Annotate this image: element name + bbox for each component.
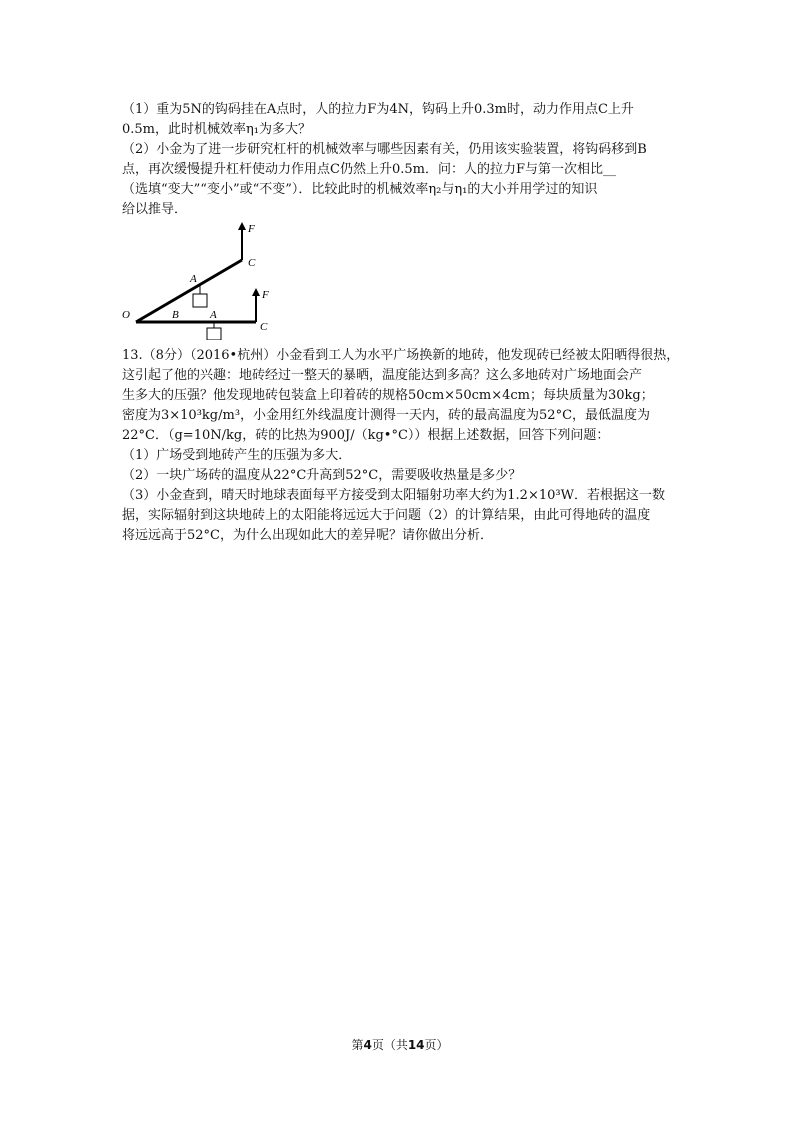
- weight-bottom: [207, 328, 221, 340]
- label-a-bottom: A: [210, 309, 217, 321]
- q13-line-1: 13.（8分）（2016•杭州）小金看到工人为水平广场换新的地砖，他发现砖已经被太阳晒得很热，: [122, 348, 680, 363]
- weight-top: [193, 294, 207, 307]
- footer-suffix: 页）: [424, 1038, 449, 1052]
- q13-line-2: 这引起了他的兴趣：地砖经过一整天的暴晒，温度能达到多高？这么多地砖对广场地面会产: [122, 368, 643, 383]
- arrowhead-bottom: [252, 288, 260, 296]
- footer-total-pages: 14: [407, 1038, 425, 1052]
- label-f-bottom: F: [262, 289, 269, 301]
- question-12-text: [122, 100, 684, 220]
- q12-part2-line-4: 给以推导．: [122, 202, 188, 217]
- q13-line-10: 将远远高于52°C，为什么出现如此大的差异呢？请你做出分析．: [122, 528, 493, 543]
- footer-page-number: 4: [363, 1038, 372, 1052]
- inclined-lever: [136, 260, 242, 322]
- footer-mid: 页（共: [371, 1038, 408, 1052]
- q13-line-4: 密度为3×10³kg/m³，小金用红外线温度计测得一天内，砖的最高温度为52°C，最低温度为: [122, 408, 651, 423]
- q13-line-6: （1）广场受到地砖产生的压强为多大．: [122, 448, 352, 463]
- page-footer: [0, 1036, 800, 1053]
- q13-line-7: （2）一块广场砖的温度从22°C升高到52°C，需要吸收热量是多少？: [122, 468, 522, 483]
- lever-diagram: [122, 220, 282, 340]
- footer-prefix: 第: [351, 1038, 364, 1052]
- q13-line-9: 据，实际辐射到这块地砖上的太阳能将远远大于问题（2）的计算结果，由此可得地砖的温度: [122, 508, 651, 523]
- label-c-top: C: [248, 257, 256, 269]
- q12-part2-line-1: （2）小金为了进一步研究杠杆的机械效率与哪些因素有关，仍用该实验装置，将钩码移到B: [122, 142, 647, 157]
- label-c-bottom: C: [260, 321, 268, 333]
- q13-line-3: 生多大的压强？他发现地砖包装盒上印着砖的规格50cm×50cm×4cm；每块质量为30kg；: [122, 388, 654, 403]
- label-f-top: F: [248, 223, 255, 235]
- question-13-text: [122, 346, 684, 546]
- q12-part1-line-2: 0.5m，此时机械效率η₁为多大？: [122, 122, 312, 137]
- q12-part2-line-2: 点，再次缓慢提升杠杆使动力作用点C仍然上升0.5m．问：人的拉力F与第一次相比__: [122, 162, 616, 177]
- q12-part2-line-3: （选填“变大”“变小”或“不变”）．比较此时的机械效率η₂与η₁的大小并用学过的知识: [122, 182, 598, 197]
- q13-line-5: 22°C．（g=10N/kg，砖的比热为900J/（kg•°C））根据上述数据，回答下列问题：: [122, 428, 610, 443]
- q13-line-8: （3）小金查到，晴天时地球表面每平方接受到太阳辐射功率大约为1.2×10³W．若根据这一数: [122, 488, 665, 503]
- label-b: B: [172, 309, 179, 321]
- arrowhead-top: [238, 222, 246, 230]
- q12-part1-line-1: （1）重为5N的钩码挂在A点时，人的拉力F为4N，钩码上升0.3m时，动力作用点C上升: [122, 102, 634, 117]
- label-a-top: A: [190, 273, 197, 285]
- label-o: O: [122, 309, 130, 321]
